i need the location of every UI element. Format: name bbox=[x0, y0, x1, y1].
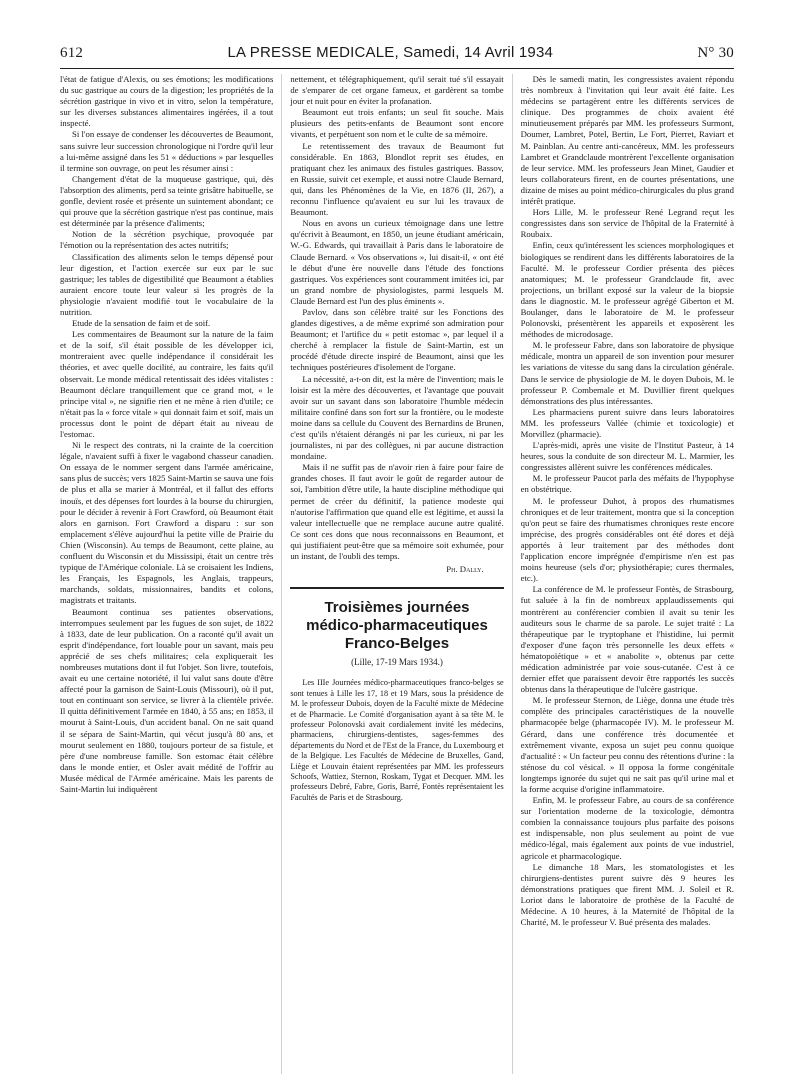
paragraph: Etude de la sensation de faim et de soif. bbox=[72, 318, 211, 329]
column-1 bbox=[60, 74, 273, 1072]
paragraph: Nous en avons un curieux témoignage dans une lettre qu'écrivit à Beaumont, en 1850, un jeune étudiant américain, W.-G. Edwards, qui travaillait à Paris dans le laboratoire de Claude Bernard. « Vos observations », lui disait-il, « ont été le début d'une ère nouvelle dans l'étude des fonctions gastriques. Vos expériences sont couramment imitées ici, par un grand nombre de physiologistes, parmi lesquels M. Claude Bernard est l'un des plus éminents ». bbox=[290, 218, 504, 306]
paragraph: Beaumont continua ses patientes observations, interrompues seulement par les fugues de son sujet, de 1822 à 1833, date de leur publication. On a raconté qu'il avait un esprit d'indépendance, fort louable pour un savant, mais peu apprécié de ses chefs militaires; cela expliquerait les nombreuses mutations dont il fut l'objet. Son livre, toutefois, avait eu une certaine notoriété, il lui valut sans doute d'être affecté pour la garnison de Saint-Louis (Missouri), où il put, tout en continuant son service, se livrer à la clientèle privée. Il quitta définitivement l'armée en 1840, à 55 ans; en 1853, il mourut à Saint-Louis, d'un accident banal. On ne sait quand il se sépara de Saint-Martin, qui vécut jusqu'à 80 ans, et mourut seulement en 1880, toujours porteur de sa fistule, et père d'une nombreuse famille. Son estomac était célèbre dans le monde entier, et Osler avait médité de l'offrir au Musée médical de l'Armée américaine. Mais les parents de Saint-Martin lui indiquèrent bbox=[60, 606, 274, 794]
section-divider bbox=[290, 587, 503, 589]
paragraph: M. le professeur Fabre, dans son laboratoire de physique médicale, montra un appareil de son invention pour mesurer les variations de vitesse du sang dans la circulation générale. Dans le service de physiologie de M. le doyen Dubois, M. le professeur P. Combemale et M. Duvillier firent quelques démonstrations des plus intéressantes. bbox=[520, 340, 734, 406]
paragraph: Ni le respect des contrats, ni la crainte de la coercition légale, n'avaient suffi à fixer le vagabond chasseur canadien. On essaya de le nommer sergent dans l'armée américaine, sans plus de succès; vers 1825 Saint-Martin se sauva une fois de plus et alla se marier à Montréal, et il fallut des efforts inouïs, et des dépenses fort lourdes à la bourse du chirurgien, pour le décider à revenir à Fort Crawford, où Beaumont était alors en garnison. Fort Crawford a disparu : sur son emplacement s'élève aujourd'hui la petite ville de Prairie du Chien (Wisconsin). Au temps de Beaumont, cette plaine, au confluent du Wisconsin et du Mississipi, était un centre très typique de l'Amérique coloniale. Là se croisaient les Indiens, les Français, les Espagnols, les Anglais, trappeurs, marchands, soldats, missionnaires, bandits et colons, magistrats et traitants. bbox=[60, 440, 274, 606]
paragraph: Enfin, ceux qu'intéressent les sciences morphologiques et biologiques se rendirent dans les différents laboratoires de la Faculté. M. le professeur Cordier présenta des pièces anatomiques; M. le professeur Grandclaude fit, avec projections, un brillant exposé sur la valeur de la biopsie dans le diagnostic. M. le professeur agrégé Giberton et M. Boulanger, dans le laboratoire de M. le professeur Polonovski, présentèrent les appareils et exposèrent les méthodes de microdosage. bbox=[520, 240, 734, 340]
paragraph: Dès le samedi matin, les congressistes avaient répondu très nombreux à l'invitation qui leur avait été faite. Les médecins se partagèrent entre les différents services de clinique. Des programmes de choix avaient été minutieusement préparés par MM. les professeurs Surmont, Doumer, Lambret, Potel, Bertin, Le Fort, Pierret, Raviart et M. Painblan. Au centre anti-cancéreux, MM. les professeurs Lambret et Grandclaude montrèrent l'excellente organisation de leur service. MM. les professeurs Jean Minet, Gaudier et leurs collaborateurs firent, en de courtes présentations, une dizaine de mises au point médico-chirurgicales du plus grand intérêt pratique. bbox=[520, 74, 734, 207]
paragraph: Les commentaires de Beaumont sur la nature de la faim et de la soif, s'il était possible de les développer ici, montreraient avec quelle indépendance il considérait les théories, et avec quelle docilité, au contraire, les faits qu'il observait. Le monde médical retentissait des idées vitalistes : Beaumont déclare tranquillement que ce grand mot, « le principe vital », ne signifie rien et ne mène à rien d'utile; ce n'était pas la « force vitale » qui donnait faim et soif, mais un processus dont le point de départ était au niveau de l'estomac. bbox=[60, 329, 274, 439]
paragraph: Les IIIe Journées médico-pharmaceutiques franco-belges se sont tenues à Lille les 17, 18 et 19 Mars, sous la présidence de M. le professeur Dubois, doyen de la Faculté mixte de Médecine et de Pharmacie. Le Comité d'organisation ayant à sa tête M. le professeur Polonovski avait cordialement invité les médecins, pharmaciens, chirurgiens-dentistes, sages-femmes des départements du Nord et de l'Est de la France, du Luxembourg et de la Belgique. Les Facultés de Médecine de Bruxelles, Gand, Liège et Louvain étaient représentées par MM. les professeurs Schoofs, Wattiez, Sternon, Roskam, Tygat et Decquer. MM. les professeurs Debré, Fabre, Goris, Barré, Fontès représentaient les Facultés de Paris et de Strasbourg. bbox=[290, 678, 504, 802]
paragraph: Notion de la sécrétion psychique, provoquée par l'émotion ou la représentation des actes nutritifs; bbox=[60, 229, 274, 251]
section-title-line: Franco-Belges bbox=[344, 635, 450, 653]
paragraph: La nécessité, a-t-on dit, est la mère de l'invention; mais le loisir est la mère des découvertes, et l'avantage que pouvait avoir sur un savant dans son laboratoire l'humble médecin militaire confiné dans son fort sur la frontière, ou le modeste moine dans sa cellule du Couvent des Bernardins de Brunen, c'est qu'ils n'étaient dérangés ni par les curieux, ni par les journalistes, ni par des collègues, ni par aucune distraction mondaine. bbox=[290, 373, 504, 462]
paragraph: Pavlov, dans son célèbre traité sur les Fonctions des glandes digestives, a de même exprimé son admiration pour Beaumont; et l'artifice du « petit estomac », par lequel il a cherché à remplacer la fistule de Saint-Martin, est un procédé d'étude directe inspiré de Beaumont, ainsi que les techniques postérieures d'isolement de l'organe. bbox=[290, 306, 504, 373]
section-title-line: Troisièmes journées bbox=[324, 599, 470, 617]
paragraph: M. le professeur Sternon, de Liège, donna une étude très complète des principales caractéristiques de la nouvelle pharmacopée belge (pharmacopée IV). M. le professeur M. Gérard, dans une conférence très documentée et extrêmement vivante, exposa un sujet peu connu quoique d'actualité : « Un facteur peu connu des rétentions d'urine : la sténose du col vésical. » Il opposa la forme congénitale longtemps ignorée du sujet qui ne sait pas qu'il urine mal et la forme acquise d'origine inflammatoire. bbox=[520, 695, 734, 794]
paragraph: Hors Lille, M. le professeur René Legrand reçut les congressistes dans son service de l'hôpital de la Fraternité à Roubaix. bbox=[520, 207, 734, 240]
section-title-line: médico-pharmaceutiques bbox=[306, 617, 488, 635]
paragraph: Les pharmaciens purent suivre dans leurs laboratoires MM. les professeurs Vallée (chimie et toxicologie) et Morvillez (pharmacie). bbox=[520, 406, 734, 439]
paragraph: M. le professeur Paucot parla des méfaits de l'hypophyse en obstétrique. bbox=[520, 473, 734, 495]
column-3 bbox=[521, 74, 734, 1072]
section-title bbox=[290, 599, 503, 653]
journal-title: LA PRESSE MEDICALE, Samedi, 14 Avril 1934 bbox=[227, 44, 554, 61]
column-divider bbox=[281, 74, 282, 1074]
paragraph: Le dimanche 18 Mars, les stomatologistes et les chirurgiens-dentistes purent suivre dès 9 heures les démonstrations pratiques que firent MM. J. Soleil et R. Loriot dans le laboratoire de prothèse de la Faculté de Médecine. A 10 heures, à la Maternité de l'hôpital de la Charité, M. le professeur V. Bué présenta des malades. bbox=[520, 861, 734, 928]
paragraph: l'état de fatigue d'Alexis, ou ses émotions; les modifications du suc gastrique au cours de la digestion; les propriétés de la sécrétion gastrique in vivo et in vitro, selon la température, sur les diverses substances alimentaires ingérées, il a tout inspecté. bbox=[60, 74, 274, 129]
section-subtitle: (Lille, 17-19 Mars 1934.) bbox=[351, 657, 443, 668]
page-number: 612 bbox=[60, 45, 84, 61]
issue-number: N° 30 bbox=[697, 45, 734, 61]
paragraph: Mais il ne suffit pas de n'avoir rien à faire pour faire de grandes choses. Il faut avoir le goût de regarder autour de soi, l'ambition d'être utile, la haute discipline méthodique qui permet de créer du définitif, la patience modeste qui n'autorise l'affirmation que quand elle est légitime, et aussi la valeur intellectuelle que ne remplace aucune autre qualité. Ce sont ces dons que nous reconnaissons en Beaumont, et qui justifiaient peut-être que sa mémoire soit exhumée, pour un instant, de l'oubli des temps. bbox=[290, 462, 504, 562]
paragraph: L'après-midi, après une visite de l'Institut Pasteur, à 14 heures, sous la conduite de son directeur M. L. Marmier, les congressistes allèrent suivre les conférences médicales. bbox=[520, 440, 734, 473]
paragraph: Changement d'état de la muqueuse gastrique, qui, dès l'absorption des aliments, perd sa teinte grisâtre habituelle, se gonfle, devient rosée et présente un suintement abondant; ce qui prouve que la sécrétion gastrique n'est pas continue, mais est déterminée par la présence d'aliments; bbox=[60, 173, 274, 229]
article-columns bbox=[60, 74, 734, 1074]
paragraph: La conférence de M. le professeur Fontès, de Strasbourg, fut saluée à la fin de nombreux applaudissements qui montrèrent au conférencier combien il avait su tenir les auditeurs sous le charme de sa parole. Le sujet traité : La thérapeutique par le tryptophane et l'histidine, lui permit d'exposer d'une façon très personnelle les deux effets « hématopoïétique » et « anabolite », obtenus par cette médication administrée par voie sous-cutanée. C'est à ce dernier effet que paraissent devoir être rapportés les succès obtenus dans la thérapeutique de l'ulcère gastrique. bbox=[520, 584, 734, 695]
column-2 bbox=[290, 74, 503, 1072]
paragraph: Beaumont eut trois enfants; un seul fit souche. Mais plusieurs des petits-enfants de Beaumont sont encore vivants, et perpétuent son nom et le culte de sa mémoire. bbox=[290, 107, 504, 140]
page-header bbox=[60, 44, 734, 69]
paragraph: Le retentissement des travaux de Beaumont fut considérable. En 1863, Blondlot reprit ses études, en pratiquant chez les animaux des fistules gastriques. Bassov, en Russie, suivit cet exemple, et aussi notre Claude Bernard, qui, dans les Phénomènes de la Vie, en 1876 (II, 267), a reconnu l'influence qu'avaient eu sur lui les travaux de Beaumont. bbox=[290, 140, 504, 218]
paragraph: M. le professeur Duhot, à propos des rhumatismes chroniques et de leur traitement, montra que si la conception qu'on peut se faire des rhumatismes chroniques reste encore imprécise, des progrès considérables ont été dores et déjà apportés à leur traitement par des méthodes dont l'application encore imprégnée d'empirisme n'en est pas moins heureuse (sels d'or; physiothérapie; cures thermales, etc.). bbox=[520, 495, 734, 584]
paragraph: Classification des aliments selon le temps dépensé pour leur digestion, et l'action exercée sur eux par le suc gastrique; les tables de digestibilité que Beaumont a établies auraient encore toute leur valeur si les progrès de la physiologie n'avaient modifié tout le vocabulaire de la nutrition. bbox=[60, 251, 274, 317]
paragraph: Enfin, M. le professeur Fabre, au cours de sa conférence sur l'orientation moderne de la toxicologie, démontra combien la connaissance toujours plus parfaite des poisons est indispensable, non plus seulement au point de vue médico-légal, mais également aux points de vue industriel, agricole et pharmacologique. bbox=[520, 795, 734, 861]
column-divider bbox=[512, 74, 513, 1074]
paragraph: Si l'on essaye de condenser les découvertes de Beaumont, sans suivre leur succession chronologique ni l'ordre qu'il leur a lui-même assigné dans les 51 « déductions » par lesquelles il termine son ouvrage, on peut les résumer ainsi : bbox=[60, 129, 274, 173]
author-signature: Ph. Dally. bbox=[446, 564, 484, 575]
paragraph: nettement, et télégraphiquement, qu'il serait tué s'il essayait de s'emparer de cet organe fameux, et gardèrent sa tombe jour et nuit pour en éviter la profanation. bbox=[290, 74, 504, 107]
